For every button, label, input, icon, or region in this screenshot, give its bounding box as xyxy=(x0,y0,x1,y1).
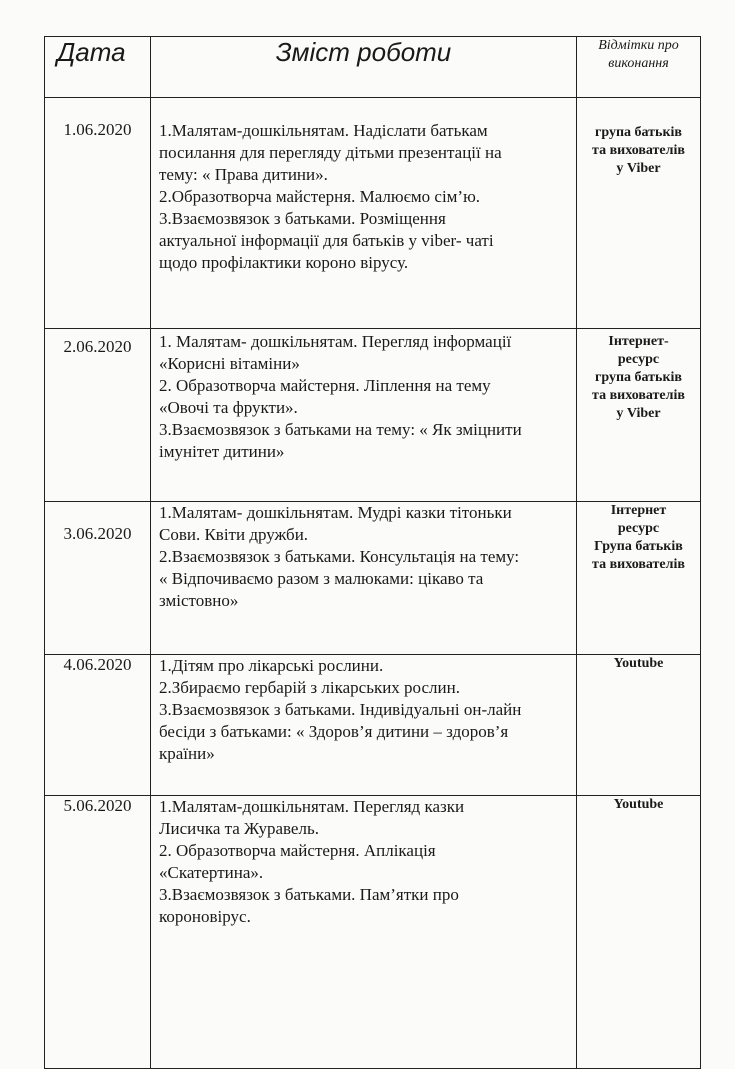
header-notes-line: виконання xyxy=(608,56,669,71)
content-line: 1. Малятам- дошкільнятам. Перегляд інформації xyxy=(159,332,512,351)
content-line: 1.Малятам- дошкільнятам. Мудрі казки тітоньки xyxy=(159,503,512,522)
date-cell xyxy=(45,329,151,502)
notes-line: група батьків xyxy=(595,370,682,385)
notes-line: Youtube xyxy=(613,797,664,812)
notes-cell xyxy=(577,502,701,655)
content-cell xyxy=(151,796,577,1069)
notes-line: та вихователів xyxy=(592,143,685,158)
header-content-cell xyxy=(151,37,577,98)
table-row xyxy=(45,655,701,796)
row-date: 5.06.2020 xyxy=(63,796,132,815)
date-cell xyxy=(45,98,151,329)
content-line: бесіди з батьками: « Здоров’я дитини – здоров’я xyxy=(159,722,509,741)
notes-line: у Viber xyxy=(616,161,661,176)
content-line: 2. Образотворча майстерня. Аплікація xyxy=(159,841,436,860)
content-line: Сови. Квіти дружби. xyxy=(159,525,309,544)
notes-line: та вихователів xyxy=(592,557,685,572)
notes-cell xyxy=(577,796,701,1069)
table-header-row xyxy=(45,37,701,98)
content-cell xyxy=(151,655,577,796)
content-line: 3.Взаємозвязок з батьками. Індивідуальні он-лайн xyxy=(159,700,522,719)
content-cell xyxy=(151,502,577,655)
content-line: змістовно» xyxy=(159,591,239,610)
notes-line: Інтернет- xyxy=(608,334,669,349)
content-line: «Корисні вітаміни» xyxy=(159,354,300,373)
header-content: Зміст роботи xyxy=(275,37,452,67)
content-line: 1.Дітям про лікарські рослини. xyxy=(159,656,384,675)
row-date: 2.06.2020 xyxy=(63,337,132,356)
content-line: 3.Взаємозвязок з батьками. Розміщення xyxy=(159,209,446,228)
table-row xyxy=(45,502,701,655)
content-line: 3.Взаємозвязок з батьками. Пам’ятки про xyxy=(159,885,459,904)
content-line: тему: « Права дитини». xyxy=(159,165,328,184)
content-line: 1.Малятам-дошкільнятам. Перегляд казки xyxy=(159,797,465,816)
header-date: Дата xyxy=(57,37,126,67)
content-line: країни» xyxy=(159,744,215,763)
content-cell xyxy=(151,329,577,502)
header-notes-cell xyxy=(577,37,701,98)
content-line: 1.Малятам-дошкільнятам. Надіслати батькам xyxy=(159,121,488,140)
notes-line: та вихователів xyxy=(592,388,685,403)
content-line: 2.Взаємозвязок з батьками. Консультація на тему: xyxy=(159,547,520,566)
date-cell xyxy=(45,502,151,655)
notes-line: Youtube xyxy=(613,656,664,671)
content-line: 3.Взаємозвязок з батьками на тему: « Як зміцнити xyxy=(159,420,522,439)
table-row xyxy=(45,98,701,329)
table-row xyxy=(45,329,701,502)
content-line: «Овочі та фрукти». xyxy=(159,398,298,417)
work-plan-table xyxy=(44,36,701,1069)
content-line: посилання для перегляду дітьми презентації на xyxy=(159,143,502,162)
header-notes-line: Відмітки про xyxy=(598,38,679,53)
notes-line: ресурс xyxy=(617,352,660,367)
content-line: імунітет дитини» xyxy=(159,442,285,461)
row-date: 4.06.2020 xyxy=(63,655,132,674)
content-line: щодо профілактики короно вірусу. xyxy=(159,253,409,272)
date-cell xyxy=(45,655,151,796)
notes-line: у Viber xyxy=(616,406,661,421)
notes-line: група батьків xyxy=(595,125,682,140)
table-row xyxy=(45,796,701,1069)
row-date: 3.06.2020 xyxy=(63,524,132,543)
notes-line: ресурс xyxy=(617,521,660,536)
row-date: 1.06.2020 xyxy=(63,120,132,139)
content-line: 2.Образотворча майстерня. Малюємо сім’ю. xyxy=(159,187,481,206)
date-cell xyxy=(45,796,151,1069)
content-cell xyxy=(151,98,577,329)
content-line: « Відпочиваємо разом з малюками: цікаво та xyxy=(159,569,484,588)
header-date-cell xyxy=(45,37,151,98)
notes-cell xyxy=(577,329,701,502)
notes-line: Група батьків xyxy=(594,539,683,554)
notes-cell xyxy=(577,655,701,796)
content-line: 2. Образотворча майстерня. Ліплення на тему xyxy=(159,376,491,395)
content-line: актуальної інформації для батьків у viber- чаті xyxy=(159,231,494,250)
content-line: Лисичка та Журавель. xyxy=(159,819,319,838)
notes-cell xyxy=(577,98,701,329)
notes-line: Інтернет xyxy=(610,503,667,518)
content-line: «Скатертина». xyxy=(159,863,264,882)
content-line: короновірус. xyxy=(159,907,251,926)
content-line: 2.Збираємо гербарій з лікарських рослин. xyxy=(159,678,460,697)
